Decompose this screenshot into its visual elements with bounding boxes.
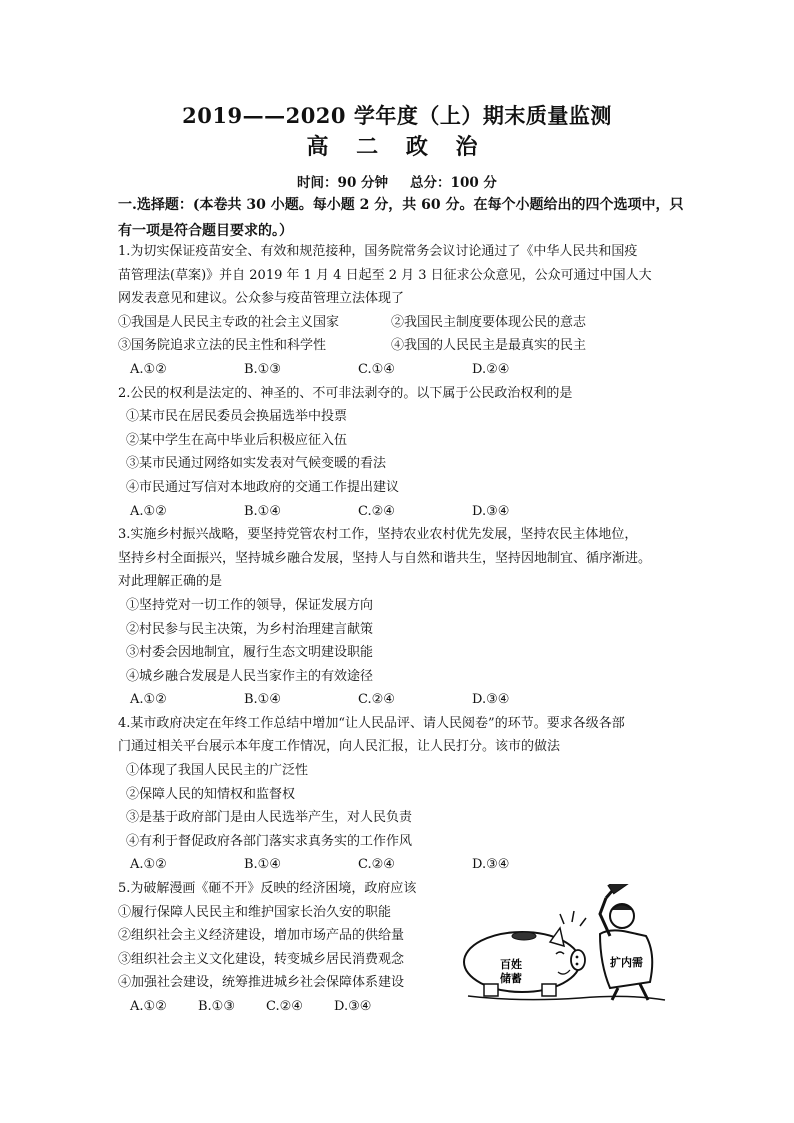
answer-choice-c[interactable]: C.①④ xyxy=(358,361,395,377)
question-option: ②保障人民的知情权和监督权 xyxy=(126,786,296,802)
answer-choices xyxy=(118,688,698,712)
answer-choice-a[interactable]: A.①② xyxy=(130,503,167,519)
exam-time: 时间：90 分钟 xyxy=(297,175,389,191)
question-stem-line: 4.某市政府决定在年终工作总结中增加“让人民品评、请人民阅卷”的环节。要求各级各部 xyxy=(118,715,625,731)
question-option: ④我国的人民民主是最真实的民主 xyxy=(391,338,587,354)
question-option: ③组织社会主义文化建设，转变城乡居民消费观念 xyxy=(118,951,405,967)
question-option: ①履行保障人民民主和维护国家长治久安的职能 xyxy=(118,904,392,920)
section-heading: 一.选择题：(本卷共 30 小题。每小题 2 分，共 60 分。在每个小题给出的四个选项中，只有一项是符合题目要求的。） xyxy=(118,197,684,239)
exam-meta xyxy=(0,171,794,191)
question-option: ①坚持党对一切工作的领导，保证发展方向 xyxy=(126,597,374,613)
question-stem-line: 2.公民的权利是法定的、神圣的、不可非法剥夺的。以下属于公民政治权利的是 xyxy=(118,385,573,401)
pig-leg xyxy=(484,984,498,996)
answer-choice-a[interactable]: A.①② xyxy=(130,361,167,377)
exam-title: 2019——2020 学年度（上）期末质量监测 xyxy=(182,103,612,128)
question-option: ④城乡融合发展是人民当家作主的有效途径 xyxy=(126,668,374,684)
question-stem-line: 1.为切实保证疫苗安全、有效和规范接种，国务院常务会议讨论通过了《中华人民共和国疫 xyxy=(118,244,638,259)
answer-choice-d[interactable]: D.③④ xyxy=(472,692,510,708)
answer-choice-d[interactable]: D.③④ xyxy=(472,857,510,873)
answer-choices xyxy=(118,500,698,524)
question-2 xyxy=(118,382,698,524)
question-stem-line: 苗管理法(草案)》并自 2019 年 1 月 4 日起至 2 月 3 日征求公众意见，公众可通过中国人大 xyxy=(118,267,652,283)
answer-choice-c[interactable]: C.②④ xyxy=(266,999,303,1014)
exam-subject: 高 二 政 治 xyxy=(306,134,488,160)
question-option: ④有利于督促政府各部门落实求真务实的工作作风 xyxy=(126,833,413,849)
man-arm xyxy=(600,898,610,936)
answer-choice-c[interactable]: C.②④ xyxy=(358,692,395,708)
question-option: ③某市民通过网络如实发表对气候变暖的看法 xyxy=(126,456,387,472)
question-option: ③村委会因地制宜，履行生态文明建设职能 xyxy=(126,645,374,661)
question-option: ①我国是人民民主专政的社会主义国家 xyxy=(118,314,340,330)
question-option: ①体现了我国人民民主的广泛性 xyxy=(126,763,309,779)
answer-choices xyxy=(118,358,698,382)
pig-snout-icon xyxy=(571,950,585,970)
answer-choices xyxy=(118,853,698,877)
answer-choice-d[interactable]: D.③④ xyxy=(472,503,510,519)
answer-choice-b[interactable]: B.①④ xyxy=(244,857,281,873)
question-option: ④市民通过写信对本地政府的交通工作提出建议 xyxy=(126,479,400,495)
sweat-lines xyxy=(560,911,586,926)
question-3 xyxy=(118,523,698,712)
question-stem-line: 对此理解正确的是 xyxy=(118,574,223,590)
answer-choice-d[interactable]: D.②④ xyxy=(472,361,510,377)
cartoon-illustration xyxy=(460,884,670,1006)
question-stem-line: 3.实施乡村振兴战略，要坚持党管农村工作，坚持农业农村优先发展，坚持农民主体地位， xyxy=(118,527,638,543)
answer-choice-b[interactable]: B.①③ xyxy=(244,361,281,377)
answer-choice-b[interactable]: B.①③ xyxy=(198,999,235,1014)
question-option: ②某中学生在高中毕业后积极应征入伍 xyxy=(126,432,348,448)
question-stem-line: 网发表意见和建议。公众参与疫苗管理立法体现了 xyxy=(118,291,405,307)
question-stem-line: 门通过相关平台展示本年度工作情况，向人民汇报，让人民打分。该市的做法 xyxy=(118,739,561,755)
question-stem-line: 坚持乡村全面振兴，坚持城乡融合发展，坚持人与自然和谐共生，坚持因地制宜、循序渐进。 xyxy=(118,550,652,566)
answer-choice-c[interactable]: C.②④ xyxy=(358,857,395,873)
question-stem-line: 5.为破解漫画《砸不开》反映的经济困境，政府应该 xyxy=(118,881,417,897)
question-option: ②我国民主制度要体现公民的意志 xyxy=(391,314,587,330)
answer-choice-b[interactable]: B.①④ xyxy=(244,692,281,708)
pig-leg xyxy=(542,984,556,996)
question-1 xyxy=(118,240,698,382)
coin-slot-icon xyxy=(512,932,536,940)
answer-choice-a[interactable]: A.①② xyxy=(130,857,167,873)
question-option-row xyxy=(118,311,698,335)
question-option-row xyxy=(118,334,698,358)
exam-score: 总分：100 分 xyxy=(410,175,497,191)
answer-choice-a[interactable]: A.①② xyxy=(130,999,167,1014)
answer-choice-c[interactable]: C.②④ xyxy=(358,503,395,519)
question-4 xyxy=(118,712,698,877)
question-option: ③国务院追求立法的民主性和科学性 xyxy=(118,338,327,354)
answer-choice-d[interactable]: D.③④ xyxy=(334,999,372,1014)
pig-label-1: 百姓 xyxy=(500,958,522,971)
question-option: ②村民参与民主决策，为乡村治理建言献策 xyxy=(126,621,374,637)
question-option: ①某市民在居民委员会换届选举中投票 xyxy=(126,409,348,425)
question-option: ②组织社会主义经济建设，增加市场产品的供给量 xyxy=(118,928,405,944)
pig-label-2: 储蓄 xyxy=(500,972,522,985)
question-option: ④加强社会建设，统筹推进城乡社会保障体系建设 xyxy=(118,975,405,991)
man-label: 扩内需 xyxy=(610,956,643,969)
answer-choice-b[interactable]: B.①④ xyxy=(244,503,281,519)
answer-choice-a[interactable]: A.①② xyxy=(130,692,167,708)
question-option: ③是基于政府部门是由人民选举产生，对人民负责 xyxy=(126,810,413,826)
